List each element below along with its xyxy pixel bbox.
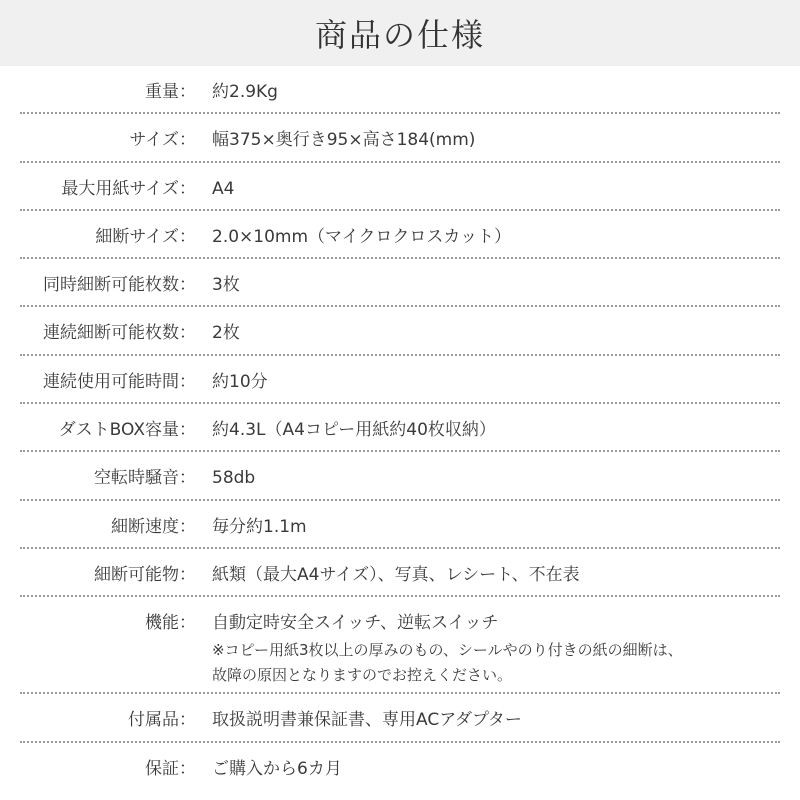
spec-row-weight <box>0 66 800 114</box>
spec-value: 紙類（最大A4サイズ）、写真、レシート、不在表 <box>212 564 580 585</box>
spec-row-shred-size <box>0 211 800 259</box>
spec-value: 58db <box>212 468 256 489</box>
spec-value: 約2.9Kg <box>212 82 278 102</box>
spec-value: 幅375×奥行き95×高さ184(mm) <box>212 130 476 151</box>
spec-value: A4 <box>212 178 235 199</box>
spec-value: 2.0×10mm（マイクロクロスカット） <box>212 226 512 247</box>
spec-label: 細断可能物： <box>94 564 196 585</box>
spec-label: 細断サイズ： <box>95 226 196 247</box>
spec-label: 最大用紙サイズ： <box>61 178 196 199</box>
spec-row-size <box>0 114 800 162</box>
spec-label: 細断速度： <box>111 516 196 537</box>
spec-value: 毎分約1.1m <box>212 516 307 537</box>
spec-label: 保証： <box>145 758 196 779</box>
spec-row-continuous-time <box>0 356 800 404</box>
spec-row-accessories <box>0 694 800 742</box>
spec-label: 空転時騒音： <box>94 468 196 489</box>
spec-label: サイズ： <box>129 130 196 151</box>
spec-value: 約10分 <box>212 371 268 392</box>
spec-row-shred-speed <box>0 501 800 549</box>
spec-value: 3枚 <box>212 275 240 296</box>
spec-value: 自動定時安全スイッチ、逆転スイッチ <box>212 613 499 634</box>
spec-row-warranty <box>0 743 800 791</box>
spec-label: 機能： <box>145 613 196 634</box>
page-header <box>0 0 800 66</box>
spec-note-line: ※コピー用紙3枚以上の厚みのもの、シールやのり付きの紙の細断は、 <box>212 641 683 660</box>
spec-list <box>0 66 800 791</box>
spec-label: 重量： <box>145 82 196 102</box>
spec-value: 取扱説明書兼保証書、専用ACアダプター <box>212 710 522 731</box>
page-title: 商品の仕様 <box>314 16 485 54</box>
spec-row-continuous-sheets <box>0 307 800 355</box>
spec-row-idle-noise <box>0 452 800 500</box>
spec-value: 約4.3L（A4コピー用紙約40枚収納） <box>212 420 496 441</box>
spec-row-dust-box <box>0 404 800 452</box>
spec-label: 付属品： <box>128 710 196 731</box>
spec-label: 同時細断可能枚数： <box>43 275 196 296</box>
spec-row-shreddable-items <box>0 549 800 597</box>
spec-label: 連続細断可能枚数： <box>43 323 196 344</box>
spec-note-line: 故障の原因となりますのでお控えください。 <box>212 666 513 685</box>
spec-label: 連続使用可能時間： <box>43 371 196 392</box>
spec-value: ご購入から6カ月 <box>212 758 342 779</box>
spec-row-simultaneous-sheets <box>0 259 800 307</box>
spec-value: 2枚 <box>212 323 240 344</box>
spec-row-functions <box>0 597 800 694</box>
spec-row-max-paper-size <box>0 163 800 211</box>
spec-label: ダストBOX容量： <box>58 420 196 441</box>
